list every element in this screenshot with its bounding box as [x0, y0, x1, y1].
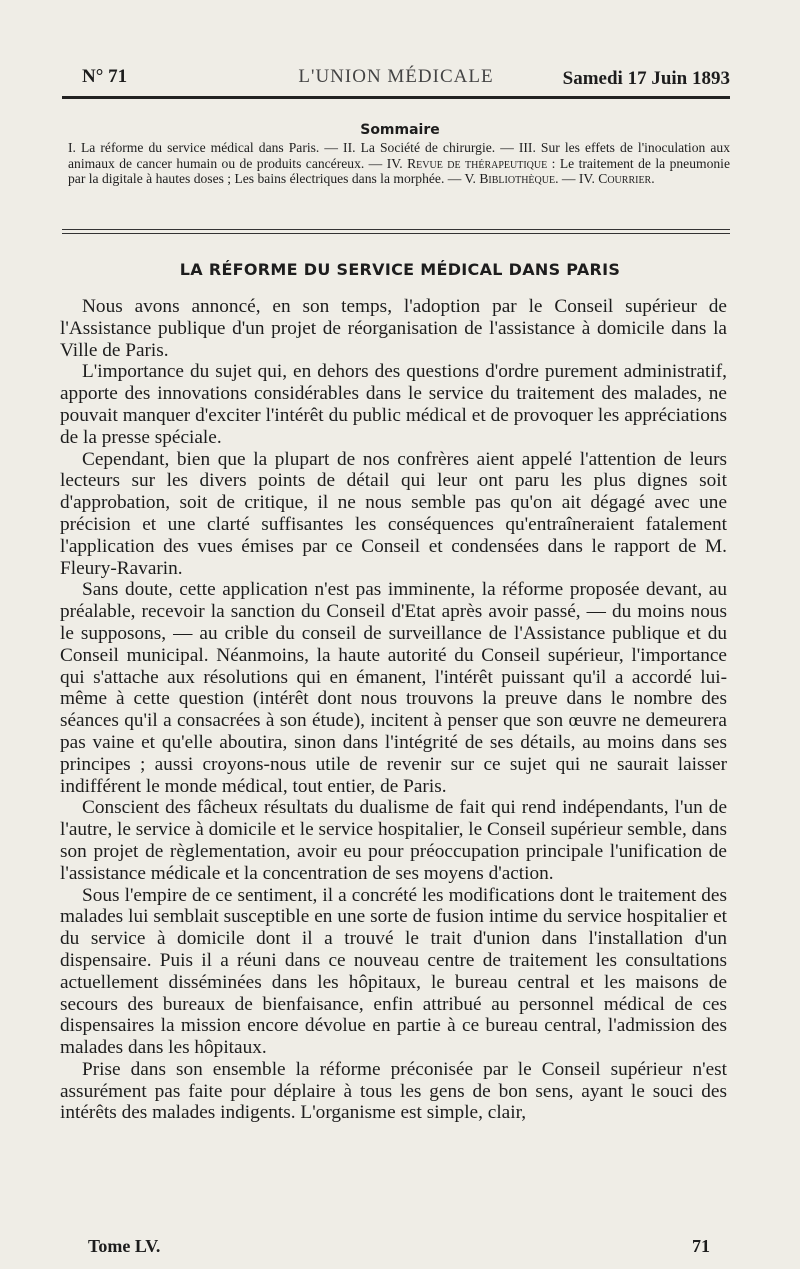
page-header: [62, 60, 730, 100]
sommaire-rule-bottom: [62, 233, 730, 234]
tome-label: Tome LV.: [88, 1236, 161, 1256]
paragraph: Cependant, bien que la plupart de nos confrères aient appelé l'attention de leurs lecteurs sur les divers points de détail qui leur ont paru les plus dignes soit d'approbation, soit de critique, il ne nous semble pas qu'on ait dégagé avec une précision et une clarté suffisantes les conséquences qu'entraîneraient fatalement l'application des vues émises par ce Conseil et condensées dans le rapport de M. Fleury-Ravarin.: [60, 448, 727, 579]
page-number: 71: [692, 1236, 710, 1256]
paragraph: L'importance du sujet qui, en dehors des questions d'ordre purement administratif, apporte des innovations considérables dans le service du traitement des malades, ne pouvait manquer d'exciter l'intérêt du public médical et de provoquer les appréciations de la presse spéciale.: [60, 361, 727, 448]
sommaire-part: : Le traitement de la pneumonie par la digitale à hautes doses ; Les bains électriques dans la morphée. — V.: [68, 155, 730, 186]
sommaire-rule-top: [62, 229, 730, 230]
sommaire-title: Sommaire: [360, 122, 440, 138]
sommaire-bibliotheque: Bibliothèque: [479, 171, 556, 186]
paragraph: Nous avons annoncé, en son temps, l'adoption par le Conseil supérieur de l'Assistance publique d'un projet de réorganisation de l'assistance à domicile dans la Ville de Paris.: [60, 296, 727, 361]
paragraph: Prise dans son ensemble la réforme préconisée par le Conseil supérieur n'est assurément pas faite pour déplaire à tous les gens de bon sens, ayant le souci des intérêts des malades indigents. L'organisme est simple, clair,: [60, 1058, 727, 1124]
paragraph: Conscient des fâcheux résultats du dualisme de fait qui rend indépendants, l'un de l'autre, le service à domicile et le service hospitalier, le Conseil supérieur semble, dans son projet de règlementation, avoir eu pour préoccupation principale l'unification de l'assistance médicale et la concentration de ses moyens d'action.: [60, 797, 727, 884]
issue-date: Samedi 17 Juin 1893: [562, 68, 730, 89]
article-title: LA RÉFORME DU SERVICE MÉDICAL DANS PARIS: [179, 260, 621, 279]
sommaire-courrier: Courrier: [598, 171, 652, 186]
sommaire-text: [68, 140, 730, 187]
article-body: [60, 296, 727, 1124]
issue-number: N° 71: [82, 66, 128, 87]
sommaire-revue: Revue de thérapeutique: [407, 155, 548, 171]
paragraph: Sans doute, cette application n'est pas imminente, la réforme proposée devant, au préalable, recevoir la sanction du Conseil d'Etat après avoir passé, — du moins nous le supposons, — au crible du conseil de surveillance de l'Assistance publique et du Conseil municipal. Néanmoins, la haute autorité du Conseil supérieur, l'importance qui s'attache aux résolutions qui en émanent, l'intérêt puissant qu'il a accordé lui-même à cette question (intérêt dont nous trouvons la preuve dans le nombre des séances qu'il a consacrées à son étude), incitent à penser que son œuvre ne demeurera pas vaine et qu'elle aboutira, sinon dans l'intégrité de ses détails, au moins dans ses principes ; aussi croyons-nous utile de revenir sur ce sujet qui ne saurait laisser indifférent le monde médical, tout entier, de Paris.: [60, 579, 727, 797]
sommaire-part: I. La réforme du service médical dans Paris. — II. La Société de chirurgie. — III. Sur les effets de l'inoculation aux animaux de cancer humain ou de produits cancéreux. — IV.: [68, 140, 730, 171]
page-footer: [88, 1236, 710, 1260]
journal-title: L'UNION MÉDICALE: [298, 66, 494, 87]
sommaire-part: . — IV.: [555, 171, 599, 186]
sommaire-part: .: [651, 171, 655, 186]
paragraph: Sous l'empire de ce sentiment, il a concrété les modifications dont le traitement des malades lui semblait susceptible en une sorte de fusion intime du service hospitalier et du service à domicile dont il a trouvé le trait d'union dans l'installation d'un dispensaire. Puis il a réuni dans ce nouveau centre de traitement les consultations actuellement disséminées dans les hôpitaux, le bureau central et les maisons de secours des bureaux de bienfaisance, enfin attribué au personnel médical de ces dispensaires la mission encore dévolue en partie à ce bureau central, l'admission des malades dans les hôpitaux.: [60, 884, 727, 1059]
header-rule: [62, 96, 730, 99]
